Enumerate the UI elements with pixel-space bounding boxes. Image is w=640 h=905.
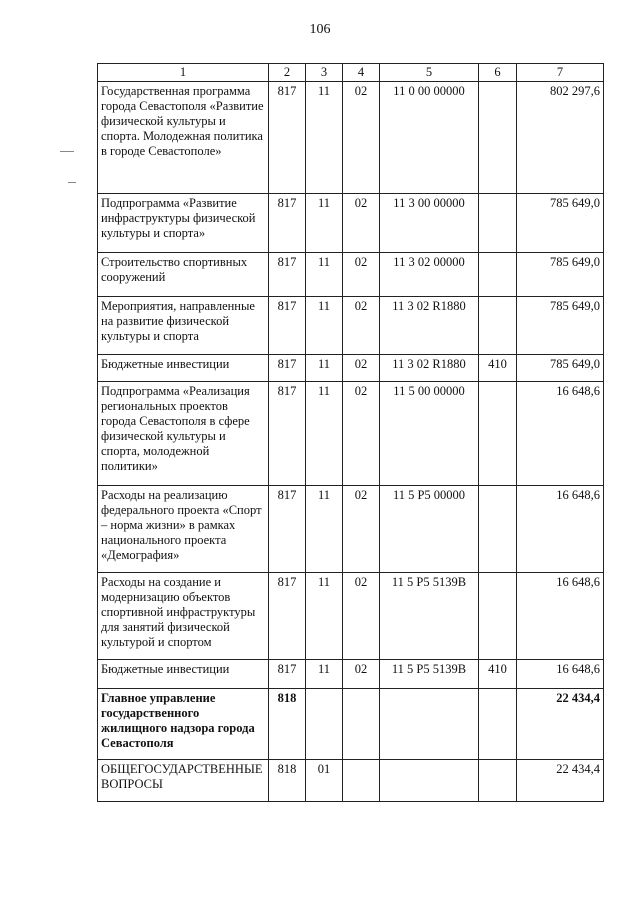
amount: 802 297,6 xyxy=(517,82,604,194)
table-row xyxy=(98,660,604,689)
admin-code: 817 xyxy=(269,253,306,297)
expense-type: 410 xyxy=(479,660,517,689)
amount: 16 648,6 xyxy=(517,382,604,486)
section-code: 11 xyxy=(306,253,343,297)
section-code: 11 xyxy=(306,355,343,382)
expense-type: 410 xyxy=(479,355,517,382)
section-code: 11 xyxy=(306,194,343,253)
row-name: Подпрограмма «Развитие инфраструктуры физической культуры и спорта» xyxy=(98,194,269,253)
target-code: 11 3 02 00000 xyxy=(380,253,479,297)
target-code xyxy=(380,760,479,802)
page-number: 106 xyxy=(309,22,331,37)
amount: 16 648,6 xyxy=(517,660,604,689)
amount: 22 434,4 xyxy=(517,760,604,802)
expense-type xyxy=(479,382,517,486)
row-name: Главное управление государственного жилищного надзора города Севастополя xyxy=(98,689,269,760)
row-name: Бюджетные инвестиции xyxy=(98,355,269,382)
table-row xyxy=(98,486,604,573)
expense-type xyxy=(479,760,517,802)
target-code: 11 3 00 00000 xyxy=(380,194,479,253)
target-code: 11 0 00 00000 xyxy=(380,82,479,194)
amount: 16 648,6 xyxy=(517,486,604,573)
admin-code: 817 xyxy=(269,573,306,660)
expense-type xyxy=(479,194,517,253)
subsection-code: 02 xyxy=(343,253,380,297)
row-name: Государственная программа города Севастополя «Развитие физической культуры и спорта. Молодежная политика в городе Севастополе» xyxy=(98,82,269,194)
section-code xyxy=(306,689,343,760)
table-row xyxy=(98,355,604,382)
subsection-code: 02 xyxy=(343,355,380,382)
subsection-code: 02 xyxy=(343,660,380,689)
section-code: 11 xyxy=(306,660,343,689)
subsection-code: 02 xyxy=(343,486,380,573)
section-code: 11 xyxy=(306,82,343,194)
section-code: 11 xyxy=(306,486,343,573)
admin-code: 818 xyxy=(269,689,306,760)
admin-code: 817 xyxy=(269,82,306,194)
admin-code: 817 xyxy=(269,382,306,486)
subsection-code: 02 xyxy=(343,382,380,486)
target-code: 11 3 02 R1880 xyxy=(380,355,479,382)
admin-code: 817 xyxy=(269,194,306,253)
header-cell: 2 xyxy=(269,64,306,82)
subsection-code: 02 xyxy=(343,82,380,194)
section-code: 11 xyxy=(306,382,343,486)
header-cell: 3 xyxy=(306,64,343,82)
header-cell: 6 xyxy=(479,64,517,82)
table-row xyxy=(98,760,604,802)
table-row xyxy=(98,253,604,297)
header-cell: 5 xyxy=(380,64,479,82)
amount: 785 649,0 xyxy=(517,297,604,355)
header-row xyxy=(98,64,604,82)
subsection-code xyxy=(343,760,380,802)
header-cell: 1 xyxy=(98,64,269,82)
admin-code: 817 xyxy=(269,486,306,573)
amount: 785 649,0 xyxy=(517,253,604,297)
table-row xyxy=(98,194,604,253)
amount: 22 434,4 xyxy=(517,689,604,760)
admin-code: 817 xyxy=(269,355,306,382)
margin-mark xyxy=(68,182,76,183)
target-code: 11 5 P5 00000 xyxy=(380,486,479,573)
amount: 785 649,0 xyxy=(517,355,604,382)
target-code: 11 5 00 00000 xyxy=(380,382,479,486)
row-name: ОБЩЕГОСУДАРСТВЕННЫЕ ВОПРОСЫ xyxy=(98,760,269,802)
subsection-code: 02 xyxy=(343,297,380,355)
row-name: Бюджетные инвестиции xyxy=(98,660,269,689)
admin-code: 818 xyxy=(269,760,306,802)
subsection-code: 02 xyxy=(343,194,380,253)
admin-code: 817 xyxy=(269,297,306,355)
target-code: 11 5 P5 5139B xyxy=(380,573,479,660)
amount: 785 649,0 xyxy=(517,194,604,253)
row-name: Мероприятия, направленные на развитие физической культуры и спорта xyxy=(98,297,269,355)
expense-type xyxy=(479,297,517,355)
amount: 16 648,6 xyxy=(517,573,604,660)
row-name: Расходы на создание и модернизацию объектов спортивной инфраструктуры для занятий физической культурой и спортом xyxy=(98,573,269,660)
section-code: 11 xyxy=(306,297,343,355)
row-name: Строительство спортивных сооружений xyxy=(98,253,269,297)
table-row xyxy=(98,573,604,660)
header-cell: 4 xyxy=(343,64,380,82)
header-cell: 7 xyxy=(517,64,604,82)
expense-type xyxy=(479,689,517,760)
target-code xyxy=(380,689,479,760)
expense-type xyxy=(479,573,517,660)
row-name: Подпрограмма «Реализация региональных проектов города Севастополя в сфере физической культуры и спорта, молодежной политики» xyxy=(98,382,269,486)
expense-type xyxy=(479,82,517,194)
target-code: 11 3 02 R1880 xyxy=(380,297,479,355)
subsection-code: 02 xyxy=(343,573,380,660)
section-code: 01 xyxy=(306,760,343,802)
table-row xyxy=(98,382,604,486)
row-name: Расходы на реализацию федерального проекта «Спорт – норма жизни» в рамках национального проекта «Демография» xyxy=(98,486,269,573)
table-row xyxy=(98,82,604,194)
budget-table xyxy=(97,63,604,802)
table-row xyxy=(98,689,604,760)
section-code: 11 xyxy=(306,573,343,660)
margin-mark xyxy=(60,151,74,152)
expense-type xyxy=(479,486,517,573)
expense-type xyxy=(479,253,517,297)
table-row xyxy=(98,297,604,355)
admin-code: 817 xyxy=(269,660,306,689)
subsection-code xyxy=(343,689,380,760)
target-code: 11 5 P5 5139B xyxy=(380,660,479,689)
